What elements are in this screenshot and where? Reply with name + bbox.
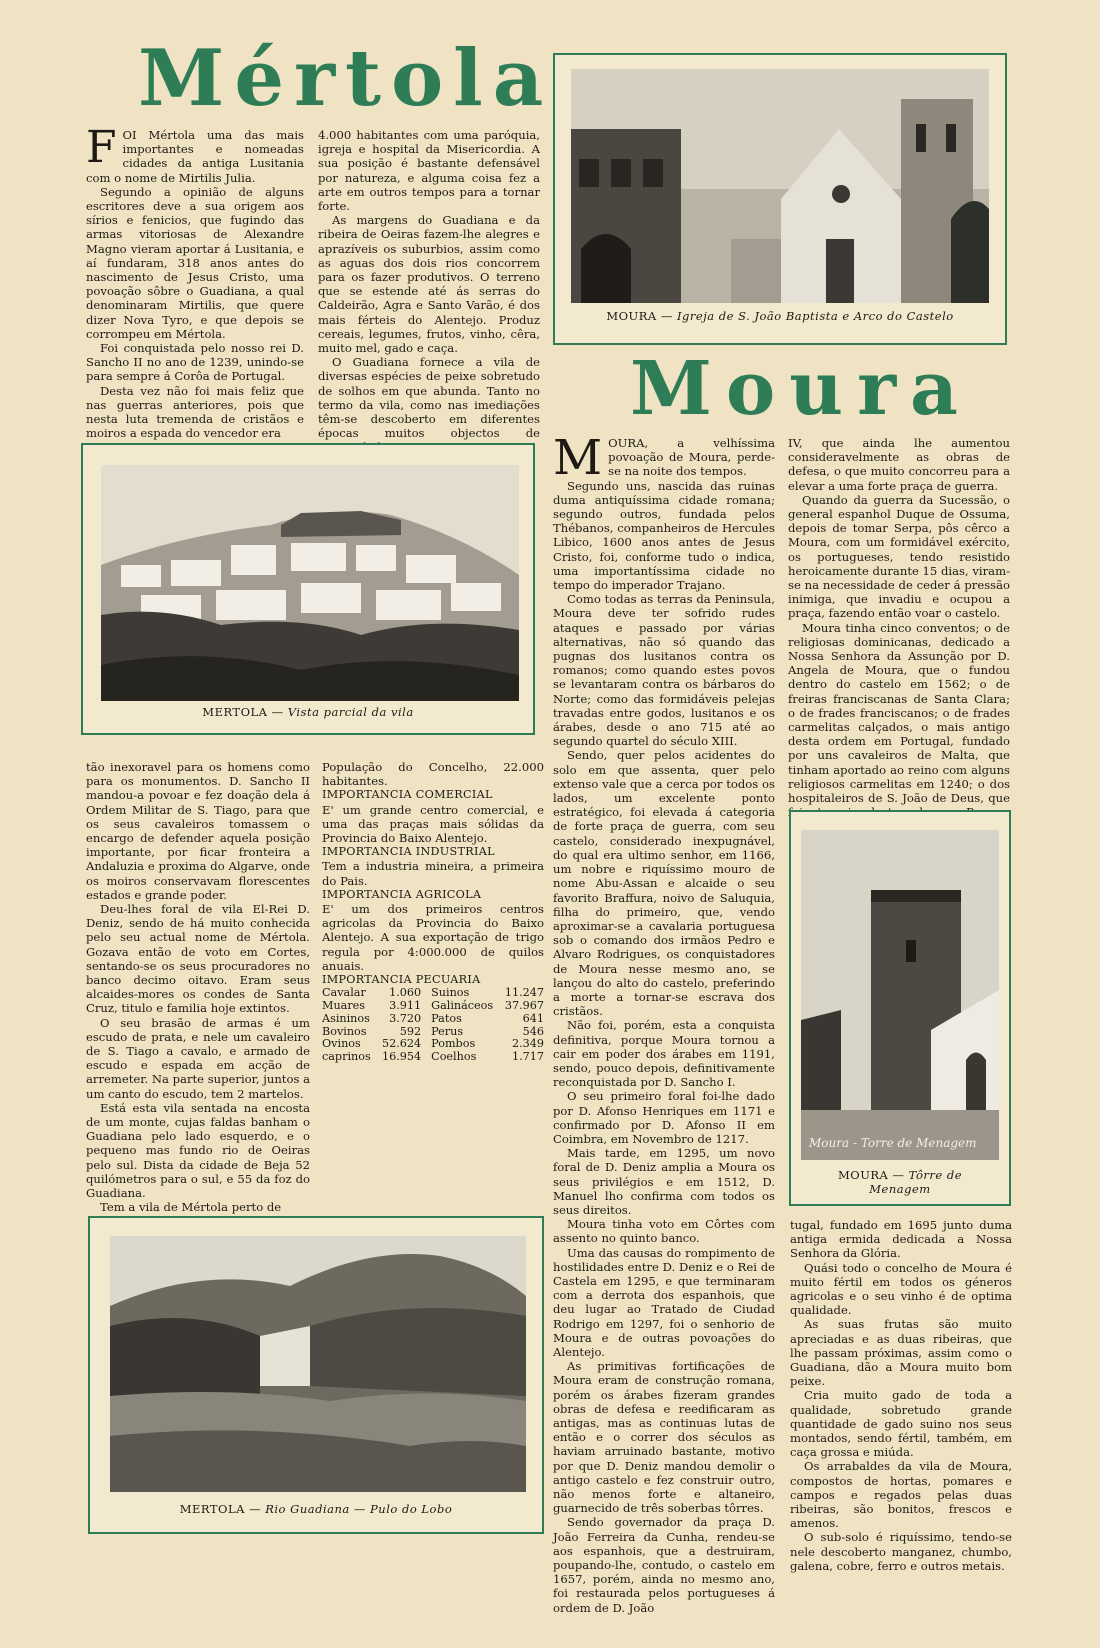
caption-separator: — [249, 1502, 266, 1516]
table-cell: Cavalar [322, 986, 366, 1000]
mertola-vila-photo-frame [81, 443, 535, 735]
table-cell: 16.954 [381, 1050, 422, 1064]
moura-tower-photo-illustration [801, 830, 999, 1160]
table-cell: 11.247 [504, 986, 544, 1000]
section-heading-pecuaria: IMPORTANCIA PECUARIA [322, 973, 481, 987]
mertola-paragraph: Desta vez não foi mais feliz que nas guerras anteriores, pois que nesta luta tremenda de cristãos e moiros a espada do vencedor era [86, 383, 304, 441]
section-heading-industrial: IMPORTANCIA INDUSTRIAL [322, 845, 495, 859]
moura-paragraph: Como todas as terras da Peninsula, Moura deve ter sofrido rudes ataques e passado por várias alternativas, não só quando das pugnas dos lusitanos contra os romanos; como quando estes povos se levantaram contra os bárbaros do Norte; como das formidáveis pelejas travadas entre godos, lusitanos e os árabes, desde o ano 715 até ao segundo quartel do século XIII. [553, 592, 775, 749]
table-cell: Suinos [431, 986, 470, 1000]
mertola-paragraph: As margens do Guadiana e da ribeira de Oeiras fazem-lhe alegres e aprazíveis os suburbios, assim como as aguas dos dois rios concorrem para os fazer produtivos. O terreno que se estende até ás serras do Caldeirão, Agra e Santo Varão, é dos mais férteis do Alentejo. Produz cereais, legumes, frutos, vinho, cêra, muito mel, gado e caça. [318, 213, 540, 356]
moura-tower-photo [801, 830, 999, 1160]
table-cell: Ovinos [322, 1037, 361, 1051]
mertola-rio-photo-illustration [110, 1236, 526, 1492]
table-cell: 3.720 [389, 1011, 422, 1025]
photo-inscription: Moura - Torre de Menagem [809, 1136, 977, 1150]
caption-place: MERTOLA [179, 1502, 245, 1516]
section-heading-agricola: IMPORTANCIA AGRICOLA [322, 887, 482, 901]
mertola-paragraph: Tem a vila de Mértola perto de [100, 1200, 282, 1215]
caption-place: MOURA [838, 1168, 889, 1182]
table-row [322, 1000, 544, 1013]
population-text: População do Concelho, 22.000 habitantes. [322, 760, 544, 789]
mertola-rio-photo [110, 1236, 526, 1492]
moura-paragraph: Uma das causas do rompimento de hostilidades entre D. Deniz e o Rei de Castela em 1295, e que terminaram com a derrota dos espanhois, que deu lugar ao Tratado de Ciudad Rodrigo em 1297, foi o senhorio de Moura e de outras povoações do Alentejo. [553, 1245, 775, 1359]
moura-paragraph: Os arrabaldes da vila de Moura, compostos de hortas, pomares e campos e regados pelas duas ribeiras, são bonitos, frescos e amenos. [790, 1459, 1012, 1531]
table-row [322, 1051, 544, 1064]
moura-column-2 [788, 436, 1010, 819]
table-cell: 546 [522, 1024, 544, 1038]
mertola-vila-caption [83, 705, 533, 719]
table-cell: 2.349 [511, 1037, 544, 1051]
section-text-comercial: E' um grande centro comercial, e uma das praças mais sólidas da Provincia do Baixo Alentejo. [322, 802, 544, 846]
table-cell: Muares [322, 999, 366, 1013]
moura-tower-photo-frame [789, 810, 1011, 1206]
section-text-industrial: Tem a industria mineira, a primeira do Pais. [322, 859, 544, 888]
mertola-dropcap: F [86, 122, 117, 173]
table-cell: 52.624 [381, 1037, 422, 1051]
table-cell: Galináceos [431, 999, 494, 1013]
moura-paragraph: Quási todo o concelho de Moura é muito fértil em todos os géneros agricolas e o seu vinho é de optima qualidade. [790, 1260, 1012, 1318]
section-text-agricola: E' um dos primeiros centros agricolas da Provincia do Baixo Alentejo. A sua exportação de trigo regula por 4:000.000 de quilos anuais. [322, 902, 544, 973]
moura-church-photo [571, 69, 989, 303]
table-cell: Perus [431, 1024, 464, 1038]
table-cell: 3.911 [389, 999, 422, 1013]
moura-paragraph: Mais tarde, em 1295, um novo foral de D. Deniz amplia a Moura os seus privilégios e em 1512, D. Manuel lho confirma com todos os seus direitos. [553, 1146, 775, 1217]
table-cell: 1.060 [389, 986, 422, 1000]
table-cell: Bovinos [322, 1024, 367, 1038]
moura-paragraph: Moura tinha cinco conventos; o de religiosas dominicanas, dedicado a Nossa Senhora da Assunção por D. Angela de Moura, que o fundou dentro do castelo em 1562; o de freiras franciscanas de Santa Clara; o de frades franciscanos; o de frades carmelitas calçados, o mais antigo desta ordem em Portugal, fundado por uns cavaleiros de Malta, que tinham aportado ao reino com alguns religiosos carmelitas em 1240; o dos hospitaleiros de S. João de Deus, que [788, 620, 1010, 806]
mertola-paragraph: OI Mértola uma das mais importantes e nomeadas cidades da antiga Lusitania com o nome de Mirtilis Julia. [86, 128, 304, 185]
moura-column-1 [553, 430, 775, 1615]
moura-title: Moura [630, 346, 973, 432]
table-cell: 1.717 [511, 1050, 544, 1064]
moura-paragraph: tugal, fundado em 1695 junto duma antiga ermida dedicada a Nossa Senhora da Glória. [790, 1218, 1012, 1261]
table-cell: 37.967 [504, 999, 544, 1013]
table-cell: Asininos [322, 1011, 370, 1025]
mertola-paragraph: Deu-lhes foral de vila El-Rei D. Deniz, sendo de há muito conhecida pelo seu actual nome de Mértola. Gozava então de voto em Cortes, sentando-se os seus procuradores no banco decimo oitavo. Eram seus alcaides-mores os condes de Santa Cruz, titulo e familia hoje extintos. [86, 902, 310, 1016]
table-cell: 641 [522, 1011, 544, 1025]
mertola-paragraph: Segundo a opinião de alguns escritores deve a sua origem aos sírios e fenicios, que fugindo das armas vitoriosas de Alexandre Magno vieram aportar á Lusitania, e aí fundaram, 318 anos antes do nascimento de Jesus Cristo, uma povoação sôbre o Guadiana, a qual denominaram Mirtilis, que quere dizer Nova Tyro, e que depois se corrompeu em Mértola. [86, 184, 304, 341]
moura-column-3 [790, 1218, 1012, 1573]
caption-place: MERTOLA [202, 705, 268, 719]
mertola-paragraph: O Guadiana fornece a vila de diversas espécies de peixe sobretudo de solhos em que abunda. Tanto no termo da vila, como nas imediações têm-se descoberto em diferentes épocas muitos objectos de [318, 355, 540, 441]
moura-paragraph: Segundo uns, nascida das ruinas duma antiquíssima cidade romana; segundo outros, fundada pelos Thébanos, companheiros de Hercules Libico, 1600 anos antes de Jesus Cristo, foi, conforme tudo o indica, uma importantíssima cidade no tempo do imperador Trajano. [553, 478, 775, 593]
moura-paragraph: Não foi, porém, esta a conquista definitiva, porque Moura tornou a cair em poder dos árabes em 1191, sendo, pouco depois, definitivamente reconquistada por D. Sancho I. [553, 1018, 775, 1090]
moura-paragraph: OURA, a velhíssima povoação de Moura, perde-se na noite dos tempos. [608, 436, 775, 479]
caption-place: MOURA [606, 309, 657, 323]
caption-separator: — [660, 309, 677, 323]
moura-tower-caption [791, 1168, 1009, 1196]
table-row [322, 1013, 544, 1026]
moura-paragraph: O seu primeiro foral foi-lhe dado por D. Afonso Henriques em 1171 e confirmado por D. Afonso II em Coimbra, em Novembro de 1217. [553, 1089, 775, 1146]
moura-paragraph: IV, que ainda lhe aumentou consideravelmente as obras de defesa, o que muito concorreu para a elevar a uma forte praça de guerra. [788, 436, 1010, 493]
caption-description: Tôrre de Menagem [869, 1168, 962, 1196]
moura-church-photo-illustration [571, 69, 989, 303]
table-cell: caprinos [322, 1050, 371, 1064]
mertola-paragraph: Está esta vila sentada na encosta de um monte, cujas faldas banham o Guadiana pelo lado esquerdo, e o pequeno mas fundo rio de Oeiras pelo sul. Dista da cidade de Beja 52 quilómetros para o sul, e 55 da foz do Guadiana. [86, 1100, 310, 1201]
caption-description: Rio Guadiana — Pulo do Lobo [265, 1502, 453, 1516]
table-cell: Coelhos [431, 1050, 477, 1064]
section-heading-comercial: IMPORTANCIA COMERCIAL [322, 788, 493, 802]
moura-paragraph: Quando da guerra da Sucessão, o general espanhol Duque de Ossuma, depois de tomar Serpa, pôs cêrco a Moura, com um formidável exército, os portugueses, tendo resistido heroicamente durante 15 dias, viram-se na necessidade de ceder á pressão inimiga, que invadiu e ocupou a praça, fazendo então voar o castelo. [788, 492, 1010, 621]
moura-paragraph: O sub-solo é riquíssimo, tendo-se nele descoberto manganez, chumbo, galena, cobre, ferro e outros metais. [790, 1530, 1012, 1573]
moura-paragraph: Sendo, quer pelos acidentes do solo em que assenta, quer pelo extenso vale que a cerca por todos os lados, um excelente ponto estratégico, foi elevada á categoria de forte praça de guerra, com seu castelo, considerado inexpugnável, do qual era ultimo senhor, em 1166, um nobre e riquíssimo mouro de nome Abu-Assan e alcaide o seu favorito Braffura, noivo de Saluquia, filha do primeiro, que, vendo aproximar-se a cavalaria portuguesa sob o comando dos irmãos Pedro e Alvaro Rodrigues, os conquistadores de Moura nesse mesmo ano, se lançou do alto do castelo, preferindo a morte a tornar-se escrava dos cristãos. [553, 748, 775, 1019]
mertola-paragraph: tão inexoravel para os homens como para os monumentos. D. Sancho II mandou-a povoar e fez doação dela á Ordem Militar de S. Tiago, para que os seus cavaleiros tomassem o encargo de defender aquela posição importante, por ficar fronteira a Andaluzia e proxima do Algarve, onde os moiros conservavam florescentes estados e grande poder. [86, 760, 310, 902]
moura-paragraph: Moura tinha voto em Côrtes com assento no quinto banco. [553, 1217, 775, 1246]
moura-dropcap: M [553, 430, 603, 486]
moura-church-caption [555, 309, 1005, 323]
mertola-vila-photo [101, 465, 519, 701]
mertola-column-2 [318, 128, 540, 455]
table-cell: 592 [399, 1024, 422, 1038]
caption-separator: — [892, 1168, 909, 1182]
mertola-column-1 [86, 122, 304, 441]
mertola-paragraph: O seu brasão de armas é um escudo de prata, e nele um cavaleiro de S. Tiago a cavalo, e armado de escudo e espada em acção de arremeter. Na parte superior, juntos a um canto do escudo, tem 2 martelos. [86, 1015, 310, 1101]
mertola-paragraph: Foi conquistada pelo nosso rei D. Sancho II no ano de 1239, unindo-se para sempre á Corôa de Portugal. [86, 341, 304, 384]
moura-paragraph: Cria muito gado de toda a qualidade, sobretudo grande quantidade de gado suino nos seus montados, sendo fértil, também, em caça grossa e miúda. [790, 1388, 1012, 1460]
caption-description: Vista parcial da vila [287, 705, 414, 719]
mertola-title: Mértola [138, 33, 554, 124]
table-cell: Patos [431, 1011, 462, 1025]
mertola-rio-caption [90, 1502, 542, 1516]
moura-church-photo-frame [553, 53, 1007, 345]
mertola-vila-photo-illustration [101, 465, 519, 701]
moura-paragraph: As suas frutas são muito apreciadas e as duas ribeiras, que lhe passam próximas, assim como o Guadiana, dão a Moura muito bom peixe. [790, 1317, 1012, 1389]
moura-paragraph: Sendo governador da praça D. João Ferreira da Cunha, rendeu-se aos espanhois, que a destruiram, poupando-lhe, contudo, o castelo em 1657, porém, ainda no mesmo ano, foi restaurada pelos portugueses á ordem de D. João [553, 1515, 775, 1615]
mertola-column-3 [86, 760, 310, 1215]
mertola-rio-photo-frame [88, 1216, 544, 1534]
table-cell: Pombos [431, 1037, 476, 1051]
caption-separator: — [271, 705, 288, 719]
moura-paragraph: As primitivas fortificações de Moura eram de construção romana, porém os árabes fizeram grandes obras de defesa e reedificaram as antigas, mas as continuas lutas de então e o correr dos séculos as haviam arruinado bastante, motivo por que D. Deniz mandou demolir o antigo castelo e fez construir outro, não menos forte e altaneiro, guarnecido de três soberbas tôrres. [553, 1359, 775, 1516]
livestock-table [322, 987, 544, 1064]
mertola-column-4 [322, 760, 544, 1064]
caption-description: Igreja de S. João Baptista e Arco do Castelo [677, 309, 954, 323]
mertola-paragraph: 4.000 habitantes com uma paróquia, igreja e hospital da Misericordia. A sua posição é bastante defensável por natureza, e alguma coisa fez a arte em outros tempos para a tornar forte. [318, 128, 540, 214]
